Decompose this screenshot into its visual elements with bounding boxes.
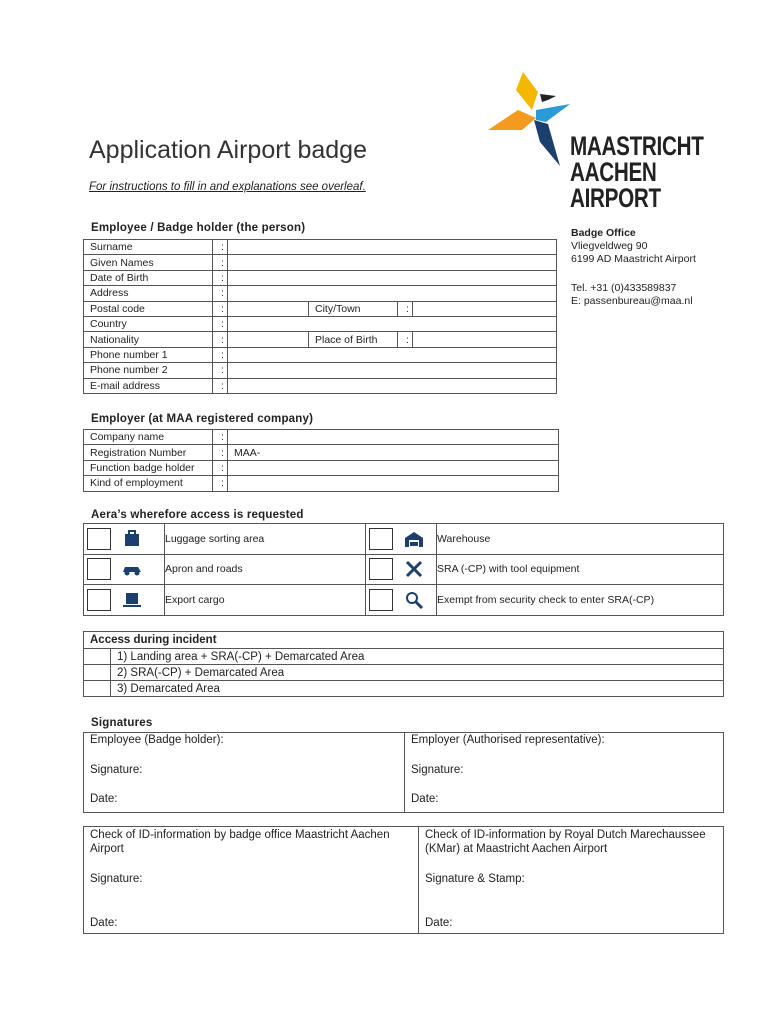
employer-date-field[interactable]: Date:: [411, 793, 439, 805]
office-title: Badge Office: [571, 227, 636, 239]
company-field[interactable]: [228, 430, 559, 445]
logo-wordmark: [570, 133, 704, 211]
table-row: Registration Number : MAA-: [84, 445, 559, 460]
signatures-table: [83, 732, 724, 813]
nationality-field[interactable]: [228, 332, 309, 347]
place-of-birth-label: Place of Birth: [309, 332, 398, 347]
apron-label: Apron and roads: [165, 554, 366, 585]
luggage-checkbox[interactable]: [87, 528, 111, 550]
table-row: Date of Birth :: [84, 270, 557, 285]
incident-option2-checkbox[interactable]: [84, 665, 111, 681]
office-signature-field[interactable]: Signature:: [90, 873, 143, 885]
office-date-field[interactable]: Date:: [90, 917, 118, 929]
address-label: Address: [84, 286, 213, 301]
incident-option3-checkbox[interactable]: [84, 681, 111, 697]
badge-office-address: [571, 227, 696, 308]
sra-tool-label: SRA (-CP) with tool equipment: [437, 554, 724, 585]
areas-heading: Aera’s wherefore access is requested: [91, 509, 304, 521]
table-row: Country :: [84, 316, 557, 331]
table-row: [84, 665, 724, 681]
export-checkbox[interactable]: [87, 589, 111, 611]
tools-icon: [404, 560, 424, 578]
logo-line-2: AACHEN: [570, 157, 657, 187]
logo-icon: [486, 70, 572, 170]
office-email: E: passenbureau@maa.nl: [571, 295, 693, 307]
postal-code-field[interactable]: [228, 301, 309, 316]
exempt-checkbox[interactable]: [369, 589, 393, 611]
employer-signature-field[interactable]: Signature:: [411, 764, 464, 776]
given-names-field[interactable]: [228, 255, 557, 270]
table-row: Given Names :: [84, 255, 557, 270]
table-row: Phone number 2 :: [84, 363, 557, 378]
employee-heading: Employee / Badge holder (the person): [91, 222, 306, 234]
kind-field[interactable]: [228, 476, 559, 491]
employee-date-field[interactable]: Date:: [90, 793, 118, 805]
employee-signature-field[interactable]: Signature:: [90, 764, 143, 776]
apron-checkbox[interactable]: [87, 558, 111, 580]
table-row: Surname :: [84, 240, 557, 255]
table-row: Address :: [84, 286, 557, 301]
areas-table: [83, 523, 724, 616]
nationality-label: Nationality: [84, 332, 213, 347]
phone1-field[interactable]: [228, 347, 557, 362]
instructions-link[interactable]: For instructions to fill in and explanations see overleaf.: [89, 181, 366, 193]
office-city: 6199 AD Maastricht Airport: [571, 253, 696, 265]
kind-label: Kind of employment: [84, 476, 213, 491]
logo-line-3: AIRPORT: [570, 183, 661, 213]
table-row: Company name :: [84, 430, 559, 445]
email-label: E-mail address: [84, 378, 213, 393]
magnifier-icon: [404, 591, 424, 609]
office-tel: Tel. +31 (0)433589837: [571, 282, 677, 294]
dob-label: Date of Birth: [84, 270, 213, 285]
country-field[interactable]: [228, 316, 557, 331]
incident-option1-checkbox[interactable]: [84, 649, 111, 665]
employee-table: [83, 239, 557, 394]
employer-heading: Employer (at MAA registered company): [91, 413, 314, 425]
employee-sign-title: Employee (Badge holder):: [90, 734, 224, 746]
luggage-icon: [122, 530, 142, 548]
city-field[interactable]: [413, 301, 557, 316]
table-row: Phone number 1 :: [84, 347, 557, 362]
table-row: Function badge holder :: [84, 460, 559, 475]
check-kmar-title: Check of ID-information by Royal Dutch Marechaussee (KMar) at Maastricht Aachen Airport: [425, 829, 706, 855]
kmar-signature-field[interactable]: Signature & Stamp:: [425, 873, 525, 885]
table-row: Kind of employment :: [84, 476, 559, 491]
function-label: Function badge holder: [84, 460, 213, 475]
table-row: [84, 649, 724, 665]
car-icon: [122, 560, 142, 578]
incident-option1: 1) Landing area + SRA(-CP) + Demarcated Area: [111, 649, 724, 665]
email-field[interactable]: [228, 378, 557, 393]
table-row: [84, 585, 724, 616]
exempt-label: Exempt from security check to enter SRA(-CP): [437, 585, 724, 616]
employer-table: [83, 429, 559, 492]
function-field[interactable]: [228, 460, 559, 475]
check-table: [83, 826, 724, 934]
registration-label: Registration Number: [84, 445, 213, 460]
export-label: Export cargo: [165, 585, 366, 616]
surname-field[interactable]: [228, 240, 557, 255]
postal-code-label: Postal code: [84, 301, 213, 316]
signatures-heading: Signatures: [91, 717, 153, 729]
surname-label: Surname: [84, 240, 213, 255]
table-row: [84, 681, 724, 697]
incident-option2: 2) SRA(-CP) + Demarcated Area: [111, 665, 724, 681]
warehouse-checkbox[interactable]: [369, 528, 393, 550]
logo-line-1: MAASTRICHT: [570, 131, 704, 161]
company-label: Company name: [84, 430, 213, 445]
phone1-label: Phone number 1: [84, 347, 213, 362]
page-title: Application Airport badge: [89, 136, 367, 164]
given-names-label: Given Names: [84, 255, 213, 270]
dob-field[interactable]: [228, 270, 557, 285]
city-label: City/Town: [309, 301, 398, 316]
address-field[interactable]: [228, 286, 557, 301]
luggage-label: Luggage sorting area: [165, 524, 366, 555]
warehouse-label: Warehouse: [437, 524, 724, 555]
table-row: [84, 632, 724, 649]
sra-tool-checkbox[interactable]: [369, 558, 393, 580]
table-row: Postal code : City/Town :: [84, 301, 557, 316]
incident-option3: 3) Demarcated Area: [111, 681, 724, 697]
incident-table: [83, 631, 724, 697]
cargo-icon: [122, 591, 142, 609]
table-row: E-mail address :: [84, 378, 557, 393]
registration-field[interactable]: MAA-: [228, 445, 559, 460]
office-street: Vliegveldweg 90: [571, 240, 648, 252]
check-office-title: Check of ID-information by badge office Maastricht Aachen Airport: [90, 829, 390, 855]
country-label: Country: [84, 316, 213, 331]
incident-heading: Access during incident: [84, 632, 724, 649]
table-row: [84, 554, 724, 585]
table-row: [84, 524, 724, 555]
place-of-birth-field[interactable]: [413, 332, 557, 347]
employer-sign-title: Employer (Authorised representative):: [411, 734, 605, 746]
phone2-label: Phone number 2: [84, 363, 213, 378]
phone2-field[interactable]: [228, 363, 557, 378]
warehouse-icon: [404, 530, 424, 548]
table-row: Nationality : Place of Birth :: [84, 332, 557, 347]
kmar-date-field[interactable]: Date:: [425, 917, 453, 929]
